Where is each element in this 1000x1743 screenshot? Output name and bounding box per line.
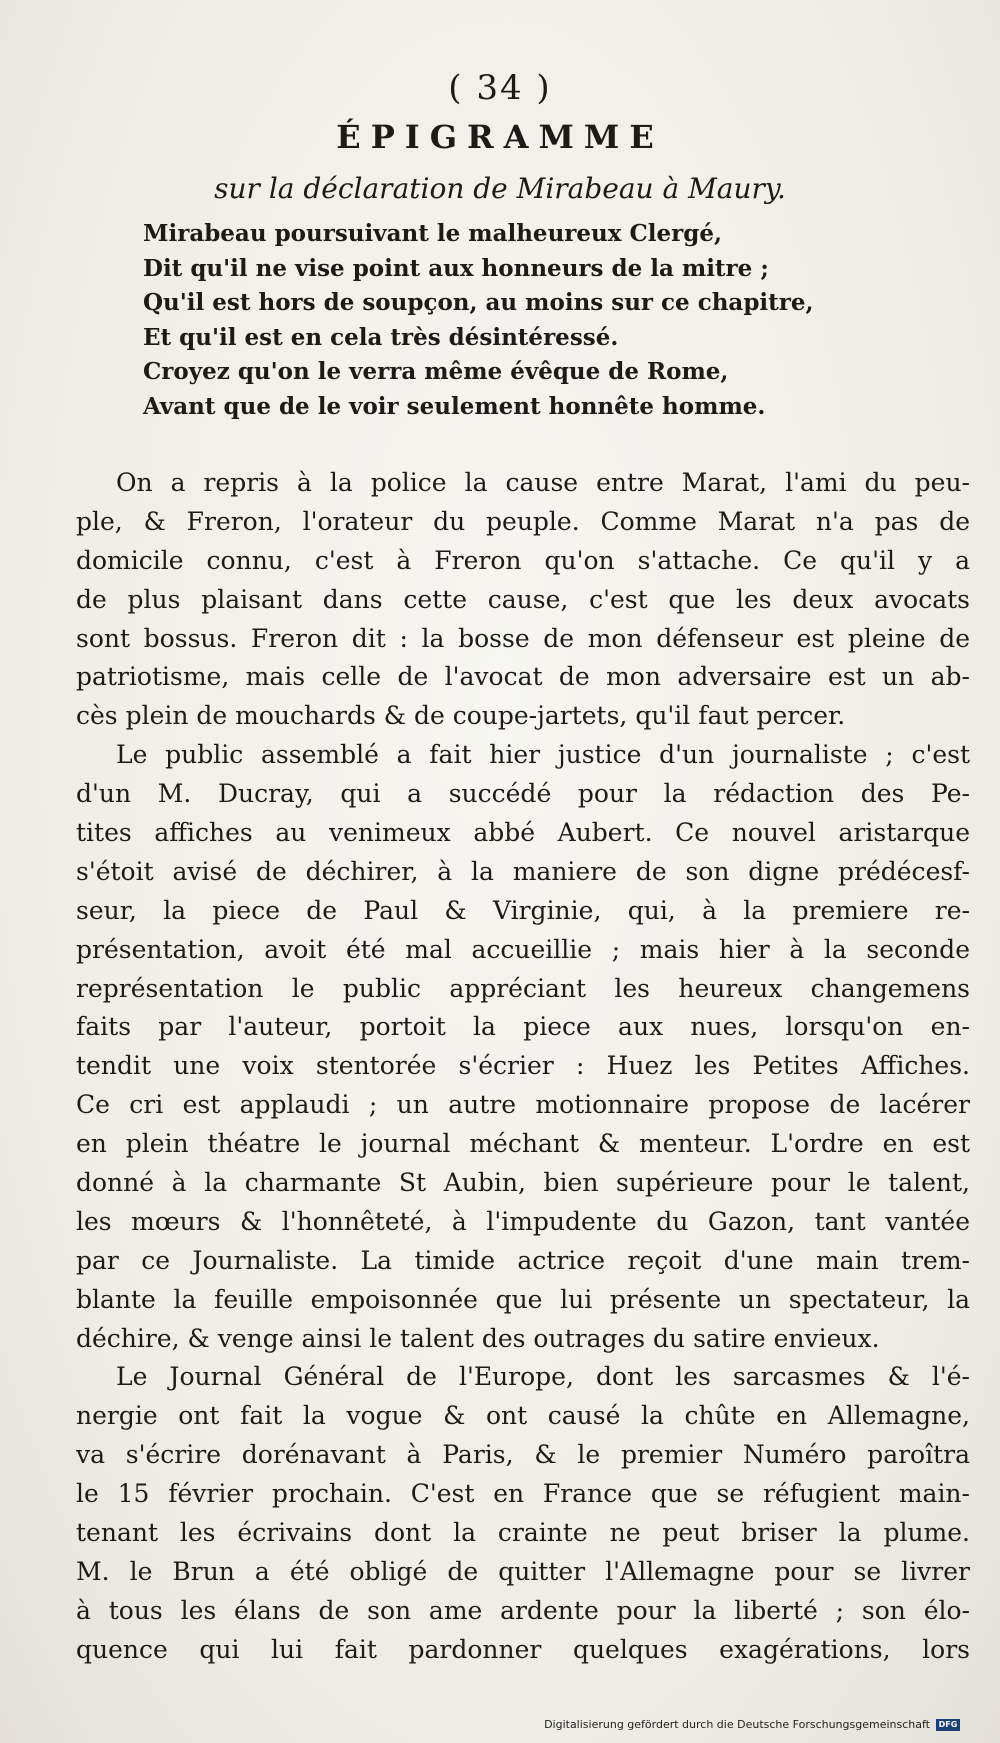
text-line: seur, la piece de Paul & Virginie, qui, à la premiere re-: [76, 895, 970, 925]
text-line: blante la feuille empoisonnée que lui présente un spectateur, la: [76, 1284, 970, 1314]
verse-line: Qu'il est hors de soupçon, au moins sur ce chapitre,: [143, 289, 814, 316]
text-line: Ce cri est applaudi ; un autre motionnaire propose de lacérer: [76, 1090, 970, 1120]
text-line: patriotisme, mais celle de l'avocat de mon adversaire est un ab-: [76, 662, 970, 692]
text-line: en plein théatre le journal méchant & menteur. L'ordre en est: [76, 1129, 970, 1159]
text-line: tendit une voix stentorée s'écrier : Huez les Petites Affiches.: [76, 1051, 970, 1081]
epigram-verse: [143, 217, 923, 424]
verse-line: Dit qu'il ne vise point aux honneurs de la mitre ;: [143, 254, 769, 282]
text-line: de plus plaisant dans cette cause, c'est que les deux avocats: [76, 584, 970, 614]
text-line: sont bossus. Freron dit : la bosse de mon défenseur est pleine de: [76, 623, 970, 653]
verse-line: Mirabeau poursuivant le malheureux Clergé,: [143, 220, 722, 247]
text-line: Le public assemblé a fait hier justice d'un journaliste ; c'est: [116, 740, 970, 770]
digitization-credit: [544, 1718, 960, 1731]
verse-line: Et qu'il est en cela très désintéressé.: [143, 323, 619, 351]
dfg-logo: DFG: [936, 1719, 960, 1731]
text-line: domicile connu, c'est à Freron qu'on s'attache. Ce qu'il y a: [76, 545, 970, 575]
page-number: ( 34 ): [448, 68, 552, 108]
body-text: [76, 464, 970, 1670]
text-line: cès plein de mouchards & de coupe-jartets, qu'il faut percer.: [76, 701, 846, 731]
text-line: va s'écrire dorénavant à Paris, & le premier Numéro paroîtra: [76, 1440, 970, 1470]
page-title: ÉPIGRAMME: [336, 118, 664, 156]
text-line: par ce Journaliste. La timide actrice reçoit d'une main trem-: [76, 1245, 970, 1275]
text-line: On a repris à la police la cause entre Marat, l'ami du peu-: [116, 468, 970, 497]
text-line: à tous les élans de son ame ardente pour la liberté ; son élo-: [76, 1595, 970, 1625]
text-line: M. le Brun a été obligé de quitter l'Allemagne pour se livrer: [76, 1556, 970, 1586]
text-line: tenant les écrivains dont la crainte ne peut briser la plume.: [76, 1518, 970, 1548]
text-line: Le Journal Général de l'Europe, dont les sarcasmes & l'é-: [116, 1362, 970, 1392]
page-subtitle: sur la déclaration de Mirabeau à Maury.: [214, 172, 786, 205]
text-line: les mœurs & l'honnêteté, à l'impudente du Gazon, tant vantée: [76, 1206, 970, 1236]
text-line: ple, & Freron, l'orateur du peuple. Comme Marat n'a pas de: [76, 506, 970, 536]
text-line: le 15 février prochain. C'est en France que se réfugient main-: [76, 1479, 970, 1509]
text-line: donné à la charmante St Aubin, bien supérieure pour le talent,: [76, 1168, 970, 1198]
text-line: quence qui lui fait pardonner quelques exagérations, lors: [76, 1634, 970, 1664]
text-line: tites affiches au venimeux abbé Aubert. Ce nouvel aristarque: [76, 818, 970, 848]
text-line: s'étoit avisé de déchirer, à la maniere de son digne prédécesf-: [76, 856, 970, 886]
verse-line: Croyez qu'on le verra même évêque de Rome,: [143, 358, 729, 385]
credit-text: Digitalisierung gefördert durch die Deutsche Forschungsgemeinschaft: [544, 1718, 930, 1731]
text-line: faits par l'auteur, portoit la piece aux nues, lorsqu'on en-: [76, 1012, 970, 1042]
text-line: d'un M. Ducray, qui a succédé pour la rédaction des Pe-: [76, 779, 970, 809]
text-line: nergie ont fait la vogue & ont causé la chûte en Allemagne,: [76, 1401, 970, 1431]
text-line: représentation le public appréciant les heureux changemens: [76, 973, 970, 1003]
verse-line: Avant que de le voir seulement honnête homme.: [143, 392, 766, 420]
text-line: déchire, & venge ainsi le talent des outrages du satire envieux.: [76, 1323, 880, 1353]
text-line: présentation, avoit été mal accueillie ; mais hier à la seconde: [76, 934, 970, 964]
